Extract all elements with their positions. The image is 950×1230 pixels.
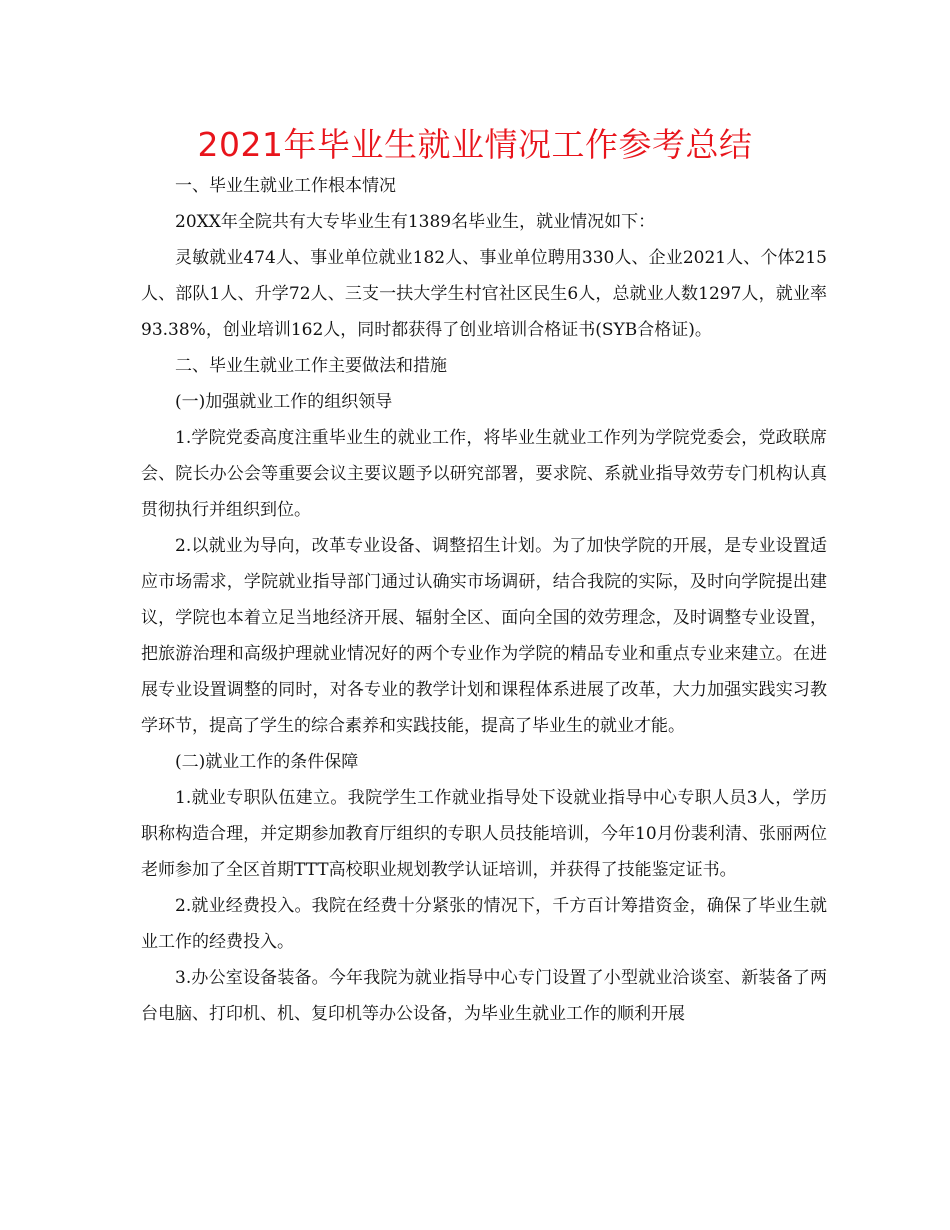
paragraph: 20XX年全院共有大专毕业生有1389名毕业生，就业情况如下： [175, 212, 656, 232]
section-heading: 二、毕业生就业工作主要做法和措施 [175, 356, 447, 376]
paragraph: 灵敏就业474人、事业单位就业182人、事业单位聘用330人、企业2021人、个体215人、部队1人、升学72人、三支一扶大学生村官社区民生6人，总就业人数1297人，就业率93.38%，创业培训162人，同时都获得了创业培训合格证书(SYB合格证)。 [141, 248, 827, 340]
paragraph: 2.以就业为导向，改革专业设备、调整招生计划。为了加快学院的开展，是专业设置适应市场需求，学院就业指导部门通过认确实市场调研，结合我院的实际，及时向学院提出建议，学院也本着立足当地经济开展、辐射全区、面向全国的效劳理念，及时调整专业设置，把旅游治理和高级护理就业情况好的两个专业作为学院的精品专业和重点专业来建立。在进展专业设置调整的同时，对各专业的教学计划和课程体系进展了改革，大力加强实践实习教学环节，提高了学生的综合素养和实践技能，提高了毕业生的就业才能。 [141, 536, 827, 736]
section-heading: 一、毕业生就业工作根本情况 [175, 176, 396, 196]
paragraph: 2.就业经费投入。我院在经费十分紧张的情况下，千方百计筹措资金，确保了毕业生就业工作的经费投入。 [141, 896, 827, 952]
paragraph: 1.学院党委高度注重毕业生的就业工作，将毕业生就业工作列为学院党委会，党政联席会、院长办公会等重要会议主要议题予以研究部署，要求院、系就业指导效劳专门机构认真贯彻执行并组织到位。 [141, 428, 827, 520]
subsection-heading: (一)加强就业工作的组织领导 [175, 392, 393, 412]
subsection-heading: (二)就业工作的条件保障 [175, 752, 359, 772]
document-title: 2021年毕业生就业情况工作参考总结 [197, 125, 753, 164]
document-body [141, 168, 827, 1032]
paragraph: 1.就业专职队伍建立。我院学生工作就业指导处下设就业指导中心专职人员3人，学历职称构造合理，并定期参加教育厅组织的专职人员技能培训，今年10月份裴利清、张丽两位老师参加了全区首期TTT高校职业规划教学认证培训，并获得了技能鉴定证书。 [141, 788, 827, 880]
paragraph: 3.办公室设备装备。今年我院为就业指导中心专门设置了小型就业洽谈室、新装备了两台电脑、打印机、机、复印机等办公设备，为毕业生就业工作的顺利开展 [141, 968, 827, 1024]
